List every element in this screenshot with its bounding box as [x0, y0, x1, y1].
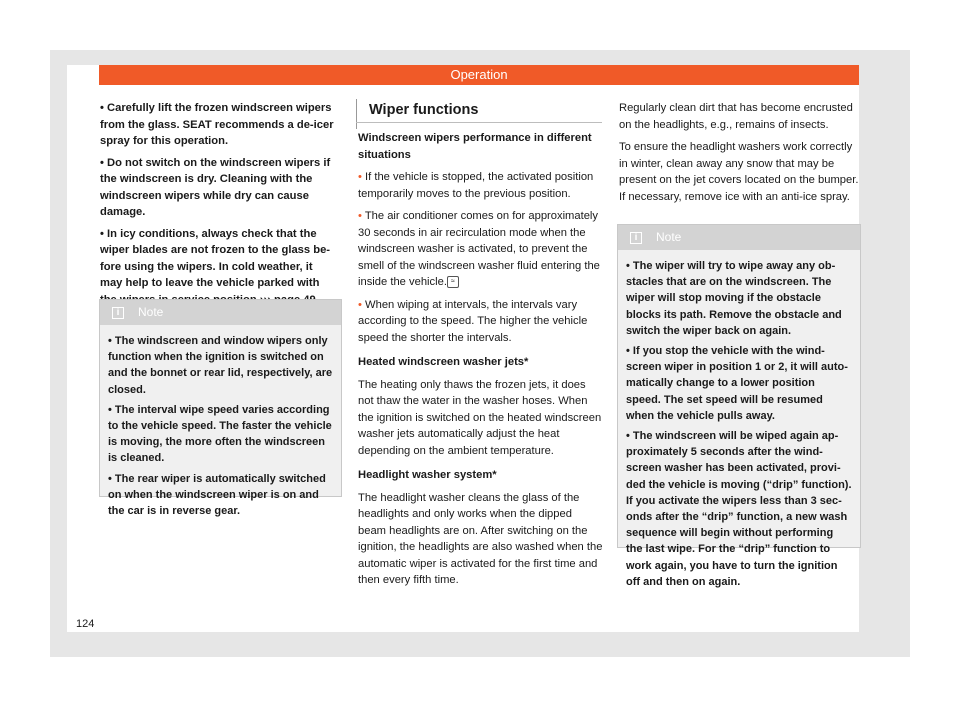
section-header: Operation: [99, 65, 859, 85]
headlight-title: Headlight washer system*: [358, 469, 497, 481]
mid-item: • The air conditioner comes on for approximately 30 seconds in air recirculation mode when the windscreen washer is activated, to prevent the smell of the windscreen washer fluid entering the inside the vehicle. ≈: [358, 210, 600, 288]
section-title: Wiper functions: [356, 99, 596, 129]
info-icon: i: [630, 232, 642, 244]
heated-title: Heated windscreen washer jets*: [358, 356, 529, 368]
right-note-box: [617, 224, 861, 588]
left-bullet: • Carefully lift the frozen windscreen wipers from the glass. SEAT recommends a de-icer spray for this operation.: [100, 102, 334, 147]
right-paragraph: To ensure the headlight washers work correctly in winter, clean away any snow that may be present on the jet covers located on the bumper. If necessary, remove ice with an anti-ice spray.: [619, 141, 859, 203]
page-number: 124: [76, 618, 95, 630]
air-recirculation-icon: ≈: [447, 276, 459, 288]
right-column: [619, 100, 859, 211]
mid-item: • When wiping at intervals, the intervals vary according to the speed. The higher the vehicle speed the shorter the intervals.: [358, 298, 588, 344]
note-body: [100, 325, 341, 519]
note-bullet: • If you stop the vehicle with the windscreen wiper in position 1 or 2, it will automatically change to a lower position speed. The set speed will be resumed when the vehicle pulls away.: [626, 345, 848, 422]
note-body: [618, 250, 860, 590]
mid-item: • If the vehicle is stopped, the activated position temporarily moves to the previous position.: [358, 171, 594, 200]
left-column: [100, 100, 337, 313]
note-header: i Note: [618, 225, 860, 250]
left-note-box: [99, 299, 342, 518]
note-bullet: • The windscreen will be wiped again approximately 5 seconds after the windscreen washer has been activated, provided the vehicle is moving (“drip” function). If you activate the wipers less than 3 seconds after the “drip” function, a new wash sequence will begin without performing the last wipe. For the “drip” function to work again, you have to turn the ignition off and then on again.: [626, 430, 852, 588]
left-bullet: • In icy conditions, always check that the wiper blades are not frozen to the glass before using the wipers. In cold weather, it may help to leave the vehicle parked with: [100, 227, 331, 289]
note-bullet: • The windscreen and window wipers only function when the ignition is switched on and the bonnet or rear lid, respectively, are closed.: [108, 335, 333, 396]
heated-text: The heating only thaws the frozen jets, it does not thaw the water in the washer hoses. When the ignition is switched on the heated windscreen washer jets automatically adjust the heat depending on the ambient temperature.: [358, 378, 602, 457]
note-bullet: • The interval wipe speed varies according to the vehicle speed. The faster the vehicle is moving, the more often the windscreen is cleaned.: [108, 403, 332, 465]
info-icon: i: [112, 307, 124, 319]
right-paragraph: Regularly clean dirt that has become encrusted on the headlights, e.g., remains of insects.: [619, 102, 853, 131]
subtitle: Windscreen wipers performance in different situations: [358, 132, 592, 161]
middle-column: [358, 130, 603, 595]
headlight-text: The headlight washer cleans the glass of the headlights and only works when the dipped beam headlights are on. After switching on the ignition, the headlights are also washed when the automatic wiper is activated for the first time and then every fifth time.: [358, 491, 603, 586]
note-header: i Note: [100, 300, 341, 325]
note-bullet: • The wiper will try to wipe away any obstacles that are on the windscreen. The wiper will stop moving if the obstacle blocks its path. Remove the obstacle and switch the wiper back on again.: [626, 260, 842, 337]
left-bullet: • Do not switch on the windscreen wipers if the windscreen is dry. Cleaning with the windscreen wipers while dry can cause damage.: [100, 156, 331, 218]
note-bullet: • The rear wiper is automatically switched on when the windscreen wiper is on and the car is in reverse gear.: [108, 472, 326, 518]
title-divider: [356, 122, 602, 123]
